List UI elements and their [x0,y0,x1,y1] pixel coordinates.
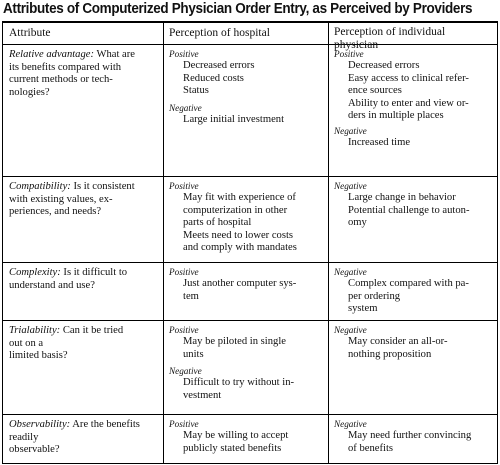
column-divider [163,22,164,464]
negative-label: Negative [169,102,202,113]
row-divider [2,320,498,321]
table-left-border [2,22,3,464]
positive-label: Positive [169,325,199,335]
row-divider [2,262,498,263]
attribute-cell-compatibility: Compatibility: Is it consistent with existing values, ex- periences, and needs? [9,181,135,217]
attribute-cell-trialability: Trialability: Can it be tried out on a limited basis? [9,325,124,361]
physician-cell-compatibility: Negative Large change in behavior Potential challenge to auton- omy [334,181,494,230]
negative-label: Negative [334,325,367,335]
negative-label: Negative [334,181,367,191]
table-right-border [497,22,498,464]
table-title: Attributes of Computerized Physician Order Entry, as Perceived by Providers [3,1,473,17]
attribute-cell-complexity: Complexity: Is it difficult to understand and use? [9,267,128,291]
row-divider [2,414,498,415]
table-top-border [2,21,498,23]
physician-cell-observability: Negative May need further convincing of benefits [334,419,494,455]
physician-cell-complexity: Negative Complex compared with pa- per ordering system [334,267,494,316]
negative-label: Negative [334,125,367,136]
physician-cell-relative-advantage: Positive Decreased errors Easy access to clinical refer- ence sources Ability to enter and view or- ders in multiple places Negative Increased time [334,49,494,149]
row-divider [2,176,498,177]
hospital-cell-observability: Positive May be willing to accept publicly stated benefits [169,419,325,455]
hospital-cell-relative-advantage: Positive Decreased errors Reduced costs Status Negative Large initial investment [169,49,325,126]
hospital-cell-compatibility: Positive May fit with experience of computerization in other parts of hospital Meets need to lower costs and comply with mandates [169,181,325,255]
header-physician: Perception of individual physician [334,26,446,51]
attribute-cell-relative-advantage: Relative advantage: What are its benefits compared with current methods or tech- nologies? [9,49,135,98]
column-divider [328,22,329,464]
attribute-cell-observability: Observability: Are the benefits readily observable? [9,419,140,455]
physician-cell-trialability: Negative May consider an all-or- nothing proposition [334,325,494,361]
negative-label: Negative [334,267,367,277]
table-bottom-border [2,463,498,464]
positive-label: Positive [169,49,199,59]
positive-label: Positive [169,267,199,277]
negative-label: Negative [334,419,367,429]
hospital-cell-complexity: Positive Just another computer sys- tem [169,267,325,303]
positive-label: Positive [169,181,199,191]
negative-label: Negative [169,366,202,376]
hospital-cell-trialability: Positive May be piloted in single units Negative Difficult to try without in- vestment [169,325,325,402]
positive-label: Positive [169,419,199,429]
header-attribute: Attribute [9,27,51,39]
positive-label: Positive [334,49,364,59]
header-hospital: Perception of hospital [169,27,270,39]
